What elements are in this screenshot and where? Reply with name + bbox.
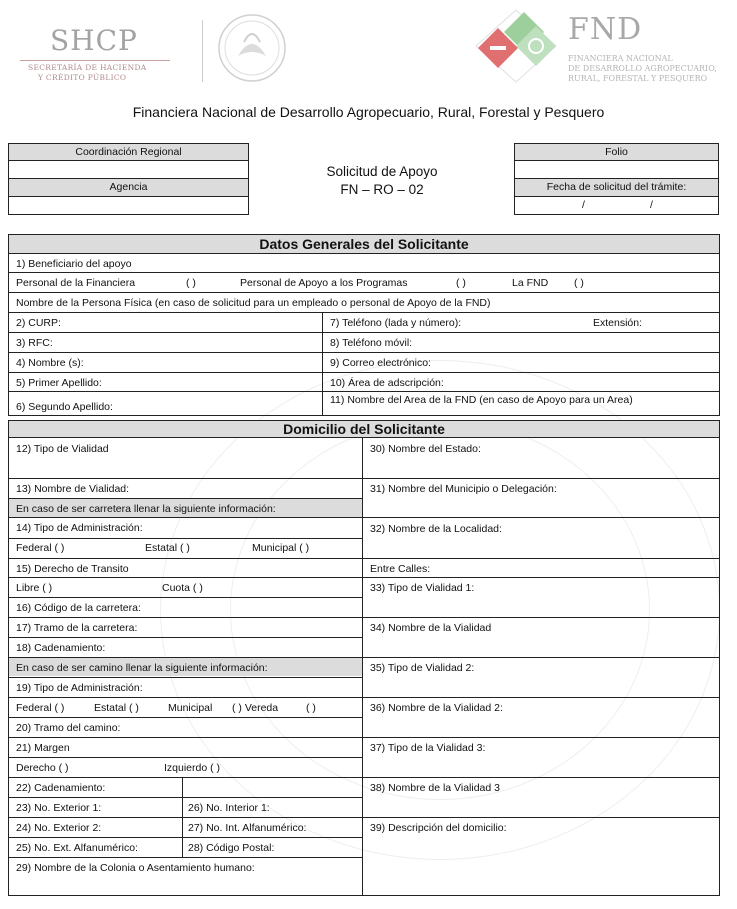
tramo-camino-field[interactable]: 20) Tramo del camino: <box>16 722 121 734</box>
fecha-field[interactable] <box>515 197 718 214</box>
section-heading-datos: Datos Generales del Solicitante <box>259 236 469 252</box>
fecha-separator-2: / <box>650 199 653 211</box>
personal-financiera-checkbox[interactable]: ( ) <box>186 277 196 289</box>
camino-note: En caso de ser camino llenar la siguiente información: <box>16 662 268 674</box>
localidad-field[interactable]: 32) Nombre de la Localidad: <box>370 523 502 535</box>
shcp-logo-text: SHCP <box>50 24 138 57</box>
nombre-vialidad-2-field[interactable]: 36) Nombre de la Vialidad 2: <box>370 702 503 714</box>
municipal-checkbox[interactable]: Municipal ( ) <box>252 542 310 554</box>
rfc-field[interactable]: 3) RFC: <box>16 337 53 349</box>
personal-apoyo-label: Personal de Apoyo a los Programas <box>240 277 408 289</box>
page-title: Financiera Nacional de Desarrollo Agropecuario, Rural, Forestal y Pesquero <box>132 104 605 120</box>
margen-label: 21) Margen <box>16 742 70 754</box>
libre-checkbox[interactable]: Libre ( ) <box>16 582 53 594</box>
fnd-logo <box>470 4 735 90</box>
agencia-field[interactable] <box>9 197 248 214</box>
folio-label: Folio <box>515 144 718 160</box>
no-ext-alfanumerico-field[interactable]: 25) No. Ext. Alfanumérico: <box>16 842 138 854</box>
carretera-note: En caso de ser carretera llenar la siguiente información: <box>16 503 276 515</box>
tipo-vialidad-2-field[interactable]: 35) Tipo de Vialidad 2: <box>370 662 475 674</box>
fecha-label: Fecha de solicitud del trámite: <box>515 179 718 196</box>
vereda-checkbox[interactable]: ( ) Vereda <box>232 702 279 714</box>
personal-financiera-label: Personal de la Financiera <box>16 277 136 289</box>
coordinacion-field[interactable] <box>9 161 248 178</box>
tramo-carretera-field[interactable]: 17) Tramo de la carretera: <box>16 622 138 634</box>
codigo-carretera-field[interactable]: 16) Código de la carretera: <box>16 602 141 614</box>
tipo-vialidad-field[interactable]: 12) Tipo de Vialidad <box>16 443 109 455</box>
fecha-separator-1: / <box>582 199 585 211</box>
nombre-estado-field[interactable]: 30) Nombre del Estado: <box>370 443 481 455</box>
nombre-field[interactable]: 4) Nombre (s): <box>16 357 84 369</box>
beneficiario-label: 1) Beneficiario del apoyo <box>16 258 132 270</box>
fnd-logo-text: FND <box>568 12 643 47</box>
shcp-logo-subtitle: SECRETARÍA DE HACIENDA <box>28 63 147 72</box>
section-heading-domicilio: Domicilio del Solicitante <box>283 421 445 437</box>
fnd-emblem-icon <box>470 6 562 86</box>
tipo-administracion-label: 14) Tipo de Administración: <box>16 522 143 534</box>
personal-apoyo-checkbox[interactable]: ( ) <box>456 277 466 289</box>
la-fnd-checkbox[interactable]: ( ) <box>574 277 584 289</box>
fnd-logo-subtitle-2: DE DESARROLLO AGROPECUARIO, <box>568 64 717 73</box>
municipio-field[interactable]: 31) Nombre del Municipio o Delegación: <box>370 483 557 495</box>
estatal-checkbox[interactable]: Estatal ( ) <box>145 542 190 554</box>
tipo-vialidad-1-field[interactable]: 33) Tipo de Vialidad 1: <box>370 582 475 594</box>
derecho-checkbox[interactable]: Derecho ( ) <box>16 762 69 774</box>
shcp-logo-subtitle-2: Y CRÉDITO PÚBLICO <box>38 73 127 82</box>
cuota-checkbox[interactable]: Cuota ( ) <box>162 582 203 594</box>
segundo-apellido-field[interactable]: 6) Segundo Apellido: <box>16 401 113 413</box>
izquierdo-checkbox[interactable]: Izquierdo ( ) <box>164 762 221 774</box>
agencia-label: Agencia <box>9 179 248 196</box>
estatal-camino-checkbox[interactable]: Estatal ( ) <box>94 702 139 714</box>
tipo-administracion-camino-label: 19) Tipo de Administración: <box>16 682 143 694</box>
codigo-postal-field[interactable]: 28) Código Postal: <box>188 842 275 854</box>
shcp-logo <box>20 20 280 92</box>
correo-field[interactable]: 9) Correo electrónico: <box>330 357 431 369</box>
logo-separator <box>202 20 203 82</box>
municipal-camino-label[interactable]: Municipal <box>168 702 213 714</box>
no-interior-1-field[interactable]: 26) No. Interior 1: <box>188 802 270 814</box>
descripcion-domicilio-field[interactable]: 39) Descripción del domicilio: <box>370 822 507 834</box>
shcp-logo-divider <box>20 60 170 61</box>
federal-checkbox[interactable]: Federal ( ) <box>16 542 65 554</box>
folio-field[interactable] <box>515 161 718 178</box>
nombre-area-fnd-field[interactable]: 11) Nombre del Area de la FND (en caso de Apoyo para un Area) <box>330 394 633 406</box>
no-exterior-1-field[interactable]: 23) No. Exterior 1: <box>16 802 102 814</box>
la-fnd-label: La FND <box>512 277 549 289</box>
coordinacion-label: Coordinación Regional <box>9 144 248 160</box>
form-name: Solicitud de Apoyo <box>326 164 438 179</box>
form-code: FN – RO – 02 <box>340 182 424 197</box>
derecho-transito-label: 15) Derecho de Transito <box>16 563 129 575</box>
nombre-vialidad-field[interactable]: 13) Nombre de Vialidad: <box>16 483 130 495</box>
telefono-field[interactable]: 7) Teléfono (lada y número): <box>330 317 462 329</box>
area-adscripcion-field[interactable]: 10) Área de adscripción: <box>330 377 444 389</box>
no-exterior-2-field[interactable]: 24) No. Exterior 2: <box>16 822 102 834</box>
entre-calles-label: Entre Calles: <box>370 563 431 575</box>
primer-apellido-field[interactable]: 5) Primer Apellido: <box>16 377 102 389</box>
colonia-field[interactable]: 29) Nombre de la Colonia o Asentamiento humano: <box>16 862 255 874</box>
cadenamiento-field[interactable]: 18) Cadenamiento: <box>16 642 106 654</box>
telefono-movil-field[interactable]: 8) Teléfono móvil: <box>330 337 413 349</box>
eagle-seal-icon <box>216 12 288 84</box>
fnd-logo-subtitle: FINANCIERA NACIONAL <box>568 54 673 63</box>
federal-camino-checkbox[interactable]: Federal ( ) <box>16 702 65 714</box>
no-int-alfanumerico-field[interactable]: 27) No. Int. Alfanumérico: <box>188 822 307 834</box>
curp-field[interactable]: 2) CURP: <box>16 317 61 329</box>
vereda-box[interactable]: ( ) <box>306 702 316 714</box>
cadenamiento-camino-field[interactable]: 22) Cadenamiento: <box>16 782 106 794</box>
tipo-vialidad-3-field[interactable]: 37) Tipo de la Vialidad 3: <box>370 742 486 754</box>
fnd-logo-subtitle-3: RURAL, FORESTAL Y PESQUERO <box>568 74 708 83</box>
extension-field[interactable]: Extensión: <box>593 317 643 329</box>
nombre-vialidad-1-field[interactable]: 34) Nombre de la Vialidad <box>370 622 492 634</box>
nombre-persona-fisica-label: Nombre de la Persona Física (en caso de solicitud para un empleado o personal de Apoyo de la FND) <box>16 297 491 309</box>
nombre-vialidad-3-field[interactable]: 38) Nombre de la Vialidad 3 <box>370 782 500 794</box>
